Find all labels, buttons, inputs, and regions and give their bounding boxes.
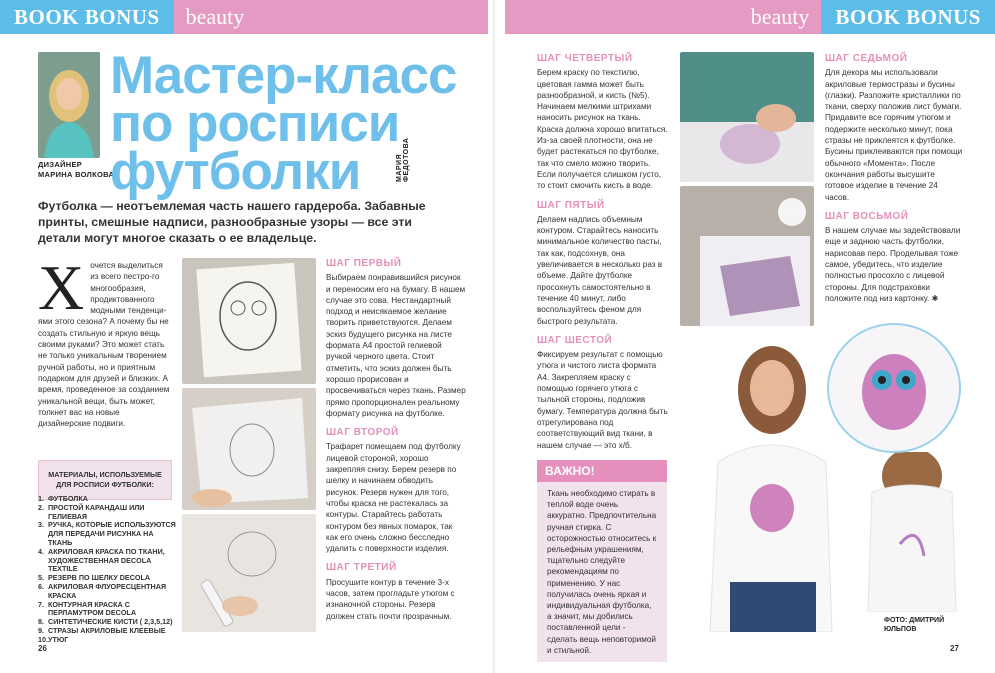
- warning-box: [537, 460, 667, 662]
- material-text: РЕЗЕРВ ПО ШЕЛКУ DECOLA: [48, 573, 151, 583]
- material-number: 10.: [38, 634, 48, 644]
- material-number: 2.: [38, 502, 44, 512]
- material-text: УТЮГ: [48, 634, 69, 644]
- step-heading: ШАГ ТРЕТИЙ: [326, 562, 397, 574]
- material-text: АКРИЛОВАЯ ФЛУОРЕСЦЕНТНАЯ КРАСКА: [48, 581, 167, 600]
- section-tag-beauty: beauty: [174, 0, 488, 34]
- step-text: Фиксируем результат с помощью утюга и чистого листа формата А4. Закрепляем краску с помощью горячего утюга с тыльной стороны, подложив бумагу. Температура должна быть отрегулирована под соответствующий вид ткани, в нашем случае — это х/б.: [537, 350, 668, 450]
- title-line: футболки: [110, 142, 361, 201]
- book-bonus-tag: BOOK BONUS: [821, 0, 995, 34]
- left-header-bar: [0, 0, 488, 34]
- step-heading: ШАГ СЕДЬМОЙ: [825, 53, 908, 64]
- material-text: СТРАЗЫ АКРИЛОВЫЕ КЛЕЕВЫЕ: [48, 625, 166, 635]
- step-text: Берем краску по текстилю, цветовая гамма может быть разнообразной, и кисть (№5). Начинаем мелкими штрихами наносить рисунок на ткань. Краска должна хорошо впитаться. Из-за своей плотности, она не будет растекаться по футболке, так что смело можно творить. Если получается слишком густо, то стоит смочить кисть в воде.: [537, 68, 668, 191]
- tracing-photo: [182, 388, 316, 510]
- step-text: Выбираем понравившийся рисунок и переносим его на бумагу. В нашем случае это сова. Нестандартный подход и неисякаемое желание творить приветствуются. Делаем эскиз будущего рисунка на листе формата А4 простой гелиевой ручкой черного цвета. Стоит отметить, что эскиз должен быть хорошо прорисован и просвечиваться через ткань. Размер прямо пропорционален реальному формату рисунка на футболке.: [326, 273, 466, 418]
- warning-text: Ткань необходимо стирать в теплой воде очень аккуратно. Предпочтительна ручная стирка. С осторожностью относитесь к рельефным украшениям, тщательно следуйте рекомендациям по применению. У нас получилась очень яркая и индивидуальная футболка, а значит, мы добились поставленной цели - сделать вещь неповторимой и стильной.: [537, 482, 667, 662]
- section-tag-beauty: beauty: [505, 0, 821, 34]
- material-number: 1.: [38, 494, 44, 503]
- page-number-right: 27: [950, 644, 959, 653]
- material-number: 7.: [38, 599, 44, 609]
- material-item: [38, 583, 176, 601]
- title-line: Мастер-класс: [110, 46, 457, 105]
- designer-portrait: [38, 52, 100, 158]
- step-heading: ШАГ ШЕСТОЙ: [537, 334, 613, 346]
- material-item: [38, 504, 176, 522]
- material-text: АКРИЛОВАЯ КРАСКА ПО ТКАНИ, ХУДОЖЕСТВЕННАЯ DECOLA TEXTILE: [48, 546, 165, 574]
- photo-credit: ФОТО: ДМИТРИЙ ЮЛЬПОВ: [884, 617, 945, 633]
- material-text: ФУТБОЛКА: [48, 494, 88, 503]
- author-byline: МАРИЯ ФЕДОТОВА: [396, 137, 410, 182]
- material-number: 8.: [38, 617, 44, 627]
- step-text: Трафарет помещаем под футболку лицевой стороной, хорошо закрепляя снизу. Берем резерв по шелку и начинаем обводить рисунок. Резерв нужен для того, чтобы краска не растекалась за контуры. Старайтесь работать контуром без явных помарок, так как его очень сложно бесследно удалить с поверхности изделия.: [326, 442, 461, 554]
- title-line: по росписи: [110, 94, 400, 153]
- material-item: [38, 636, 176, 645]
- intro-text: очется выделиться из всего пестро-го многообразия, продиктованного модными тенденци-ями этого сезона? А почему бы не создать стильную и яркую вещь своими руками? Это может стать не только уникальным творением ручной работы, но и приятным подарком для друзей и близких. А время, проведенное за созданием уникальной вещи, быть может, толкнет вас на новые дизайнерские подвиги.: [38, 261, 170, 429]
- dropcap: Х: [38, 252, 85, 323]
- spread-gutter: [493, 0, 495, 673]
- material-text: СИНТЕТИЧЕСКИЕ КИСТИ ( 2,3,5,12): [48, 617, 173, 627]
- material-text: КОНТУРНАЯ КРАСКА С ПЕРЛАМУТРОМ DECOLA: [48, 599, 137, 618]
- material-item: [38, 548, 176, 574]
- page-title: [110, 46, 470, 201]
- material-number: 9.: [38, 625, 44, 635]
- designer-name: МАРИНА ВОЛКОВА: [38, 170, 115, 179]
- material-text: ПРОСТОЙ КАРАНДАШ ИЛИ ГЕЛИЕВАЯ: [48, 502, 145, 521]
- steps-column-1: [326, 258, 466, 622]
- step-text: В нашем случае мы задействовали еще и заднюю часть футболки, нарисовав перо. Проделывая тоже самое, убедитесь, что изделие полностью просохло с лицевой стороны. Для подстраховки положите под низ картонку. ✱: [825, 226, 961, 303]
- materials-heading: МАТЕРИАЛЫ, ИСПОЛЬЗУЕМЫЕ ДЛЯ РОСПИСИ ФУТБОЛКИ:: [38, 460, 172, 500]
- right-header-bar: [505, 0, 995, 34]
- materials-list: [38, 495, 176, 645]
- owl-closeup-photo: [826, 322, 962, 454]
- painting-photo: [680, 52, 814, 182]
- model-back-photo: [860, 452, 963, 612]
- designer-caption: [38, 160, 118, 180]
- step-heading: ШАГ ПЕРВЫЙ: [326, 258, 402, 269]
- step-text: Делаем надпись объемным контуром. Старайтесь наносить минимальное количество пасты, так как, подсохнув, она увеличивается в несколько раз в объеме. Дайте футболке просохнуть самостоятельно в течение 40 минут, либо воспользуйтесь феном для быстрого результата.: [537, 214, 663, 326]
- material-text: РУЧКА, КОТОРЫЕ ИСПОЛЬЗУЮТСЯ ДЛЯ ПЕРЕДАЧИ РИСУНКА НА ТКАНЬ: [48, 520, 176, 547]
- step-heading: ШАГ ВТОРОЙ: [326, 427, 399, 439]
- step-text: Для декора мы использовали акриловые термостразы и бусины (глазки). Разложите кристаллики по ткани, сверху положив лист бумаги. Придавите все горячим утюгом и подержите несколько минут, пока стразы не приклеятся к футболке. Бусины приклеиваются при помощи обычного «Момента». После окончания работы высушите готовое изделие в течение 24 часов.: [825, 68, 963, 202]
- material-item: [38, 521, 176, 547]
- warning-heading: ВАЖНО!: [537, 460, 667, 482]
- owl-sketch-photo: [182, 258, 316, 384]
- book-bonus-tag: BOOK BONUS: [0, 0, 174, 34]
- designer-role: ДИЗАЙНЕР: [38, 160, 83, 169]
- material-number: 6.: [38, 581, 44, 591]
- step-heading: ШАГ ПЯТЫЙ: [537, 199, 605, 211]
- outline-photo: [182, 514, 316, 632]
- steps-column-2: [537, 53, 669, 451]
- lead-paragraph: Футболка — неотъемлемая часть нашего гардероба. Забавные принты, смешные надписи, разнообразные узоры — все эти детали могут многое сказать о ее владельце.: [38, 199, 426, 245]
- material-number: 3.: [38, 520, 44, 530]
- step-heading: ШАГ ВОСЬМОЙ: [825, 210, 909, 222]
- material-item: [38, 601, 176, 619]
- step-heading: ШАГ ЧЕТВЕРТЫЙ: [537, 53, 633, 64]
- ironing-photo: [680, 186, 814, 326]
- steps-column-3: [825, 53, 963, 304]
- intro-paragraph: [38, 252, 172, 429]
- page-number-left: 26: [38, 644, 47, 653]
- material-number: 5.: [38, 573, 44, 583]
- step-text: Просушите контур в течение 3-х часов, затем прогладьте утюгом с изнаночной стороны. Резерв должен стать почти прозрачным.: [326, 577, 455, 621]
- material-number: 4.: [38, 546, 44, 556]
